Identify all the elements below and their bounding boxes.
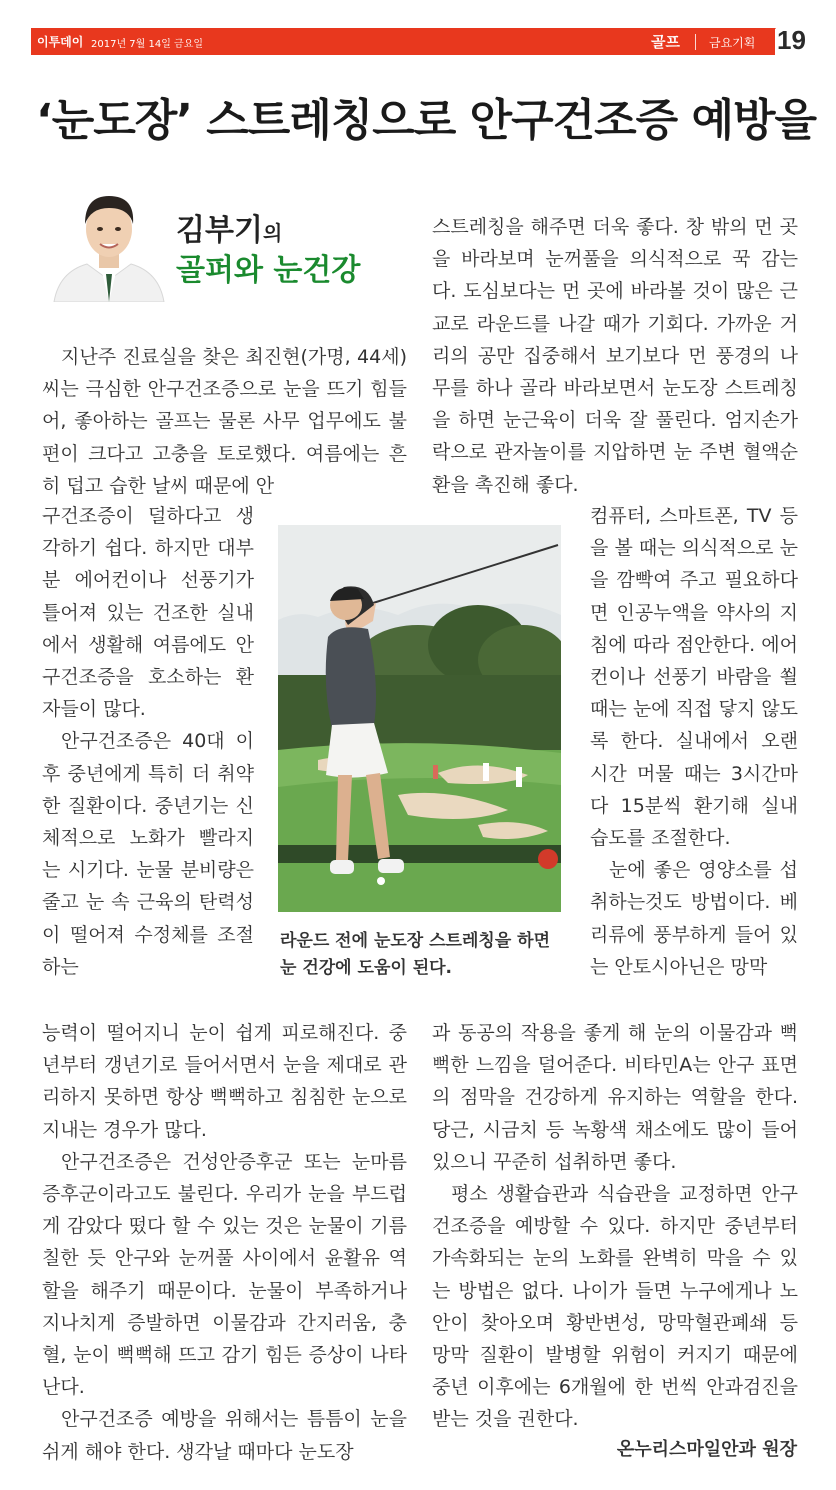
left-column-top xyxy=(42,341,407,502)
right-column-bottom xyxy=(432,1017,798,1436)
header-divider xyxy=(695,34,696,50)
paragraph: 지난주 진료실을 찾은 최진현(가명, 44세) 씨는 극심한 안구건조증으로 눈을 뜨기 힘들어, 좋아하는 골프는 물론 사무 업무에도 불편이 크다고 고충을 토로했다. 여름에는 흔히 덥고 습한 날씨 때문에 안 xyxy=(42,346,407,497)
paragraph: 안구건조증 예방을 위해서는 틈틈이 눈을 쉬게 해야 한다. 생각날 때마다 눈도장 xyxy=(42,1408,407,1463)
paragraph: 구건조증이 덜하다고 생각하기 쉽다. 하지만 대부분 에어컨이나 선풍기가 틀어져 있는 건조한 실내에서 생활해 여름에도 안구건조증을 호소하는 환자들이 많다. xyxy=(42,505,254,721)
column-title: 골퍼와 눈건강 xyxy=(176,253,361,288)
columnist-name xyxy=(176,205,282,249)
left-column-narrow xyxy=(42,500,254,983)
right-column-narrow xyxy=(590,500,798,983)
paragraph: 평소 생활습관과 식습관을 교정하면 안구건조증을 예방할 수 있다. 하지만 중년부터 가속화되는 눈의 노화를 완벽히 막을 수 있는 방법은 없다. 나이가 들면 누구에게나 노안이 찾아오며 황반변성, 망막혈관폐쇄 등 망막 질환이 발병할 위험이 커지기 때문에 중년 이후에는 6개월에 한 번씩 안과검진을 받는 것을 권한다. xyxy=(432,1183,798,1431)
paragraph: 스트레칭을 해주면 더욱 좋다. 창 밖의 먼 곳을 바라보며 눈꺼풀을 의식적으로 꾹 감는다. 도심보다는 먼 곳에 바라볼 것이 많은 근교로 라운드를 나갈 때가 기회다. 가까운 거리의 공만 집중해서 보기보다 먼 풍경의 나무를 하나 골라 바라보면서 눈도장 스트레칭을 하면 눈근육이 더욱 잘 풀린다. 엄지손가락으로 관자놀이를 지압하면 눈 주변 혈액순환을 촉진해 좋다. xyxy=(432,216,798,496)
paragraph: 안구건조증은 건성안증후군 또는 눈마름증후군이라고도 불린다. 우리가 눈을 부드럽게 감았다 떴다 할 수 있는 것은 눈물이 기름칠한 듯 안구와 눈꺼풀 사이에서 윤활유 역할을 해주기 때문이다. 눈물이 부족하거나 지나치게 증발하면 이물감과 간지러움, 충혈, 눈이 뻑뻑해 뜨고 감기 힘든 증상이 나타난다. xyxy=(42,1150,407,1399)
subsection-label: 금요기획 xyxy=(709,36,756,50)
paragraph: 과 동공의 작용을 좋게 해 눈의 이물감과 뻑뻑한 느낌을 덜어준다. 비타민A는 안구 표면의 점막을 건강하게 유지하는 역할을 한다. 당근, 시금치 등 녹황색 채소에도 많이 들어 있으니 꾸준히 섭취하면 좋다. xyxy=(432,1022,798,1173)
columnist-name-text: 김부기 xyxy=(176,213,263,248)
left-column-bottom xyxy=(42,1017,407,1468)
columnist-name-suffix: 의 xyxy=(262,221,283,245)
brand-label: 이투데이 xyxy=(37,35,84,49)
issue-date: 2017년 7월 14일 금요일 xyxy=(91,39,204,50)
columnist-photo xyxy=(49,184,169,302)
author-byline: 온누리스마일안과 원장 xyxy=(616,1439,797,1460)
header-notch xyxy=(754,28,776,55)
paragraph: 안구건조증은 40대 이후 중년에게 특히 더 취약한 질환이다. 중년기는 신체적으로 노화가 빨라지는 시기다. 눈물 분비량은 줄고 눈 속 근육의 탄력성이 떨어져 수정체를 조절하는 xyxy=(42,730,254,978)
paragraph: 컴퓨터, 스마트폰, TV 등을 볼 때는 의식적으로 눈을 깜빡여 주고 필요하다면 인공누액을 약사의 지침에 따라 점안한다. 에어컨이나 선풍기 바람을 쐴 때는 눈에 직접 닿지 않도록 한다. 실내에서 오랜 시간 머물 때는 3시간마다 15분씩 환기해 실내 습도를 조절한다. xyxy=(590,505,798,850)
article-headline: ‘눈도장’ 스트레칭으로 안구건조증 예방을 xyxy=(36,95,816,146)
right-column-top xyxy=(432,211,798,501)
page-number: 19 xyxy=(777,25,806,55)
photo-caption: 라운드 전에 눈도장 스트레칭을 하면 눈 건강에 도움이 된다. xyxy=(280,931,551,978)
paragraph: 능력이 떨어지니 눈이 쉽게 피로해진다. 중년부터 갱년기로 들어서면서 눈을 제대로 관리하지 못하면 항상 뻑뻑하고 침침한 눈으로 지내는 경우가 많다. xyxy=(42,1022,407,1141)
paragraph: 눈에 좋은 영양소를 섭취하는것도 방법이다. 베리류에 풍부하게 들어 있는 안토시아닌은 망막 xyxy=(590,859,798,978)
golfer-photo xyxy=(278,525,561,912)
section-label: 골프 xyxy=(651,33,680,51)
page-header-bar xyxy=(31,28,775,55)
